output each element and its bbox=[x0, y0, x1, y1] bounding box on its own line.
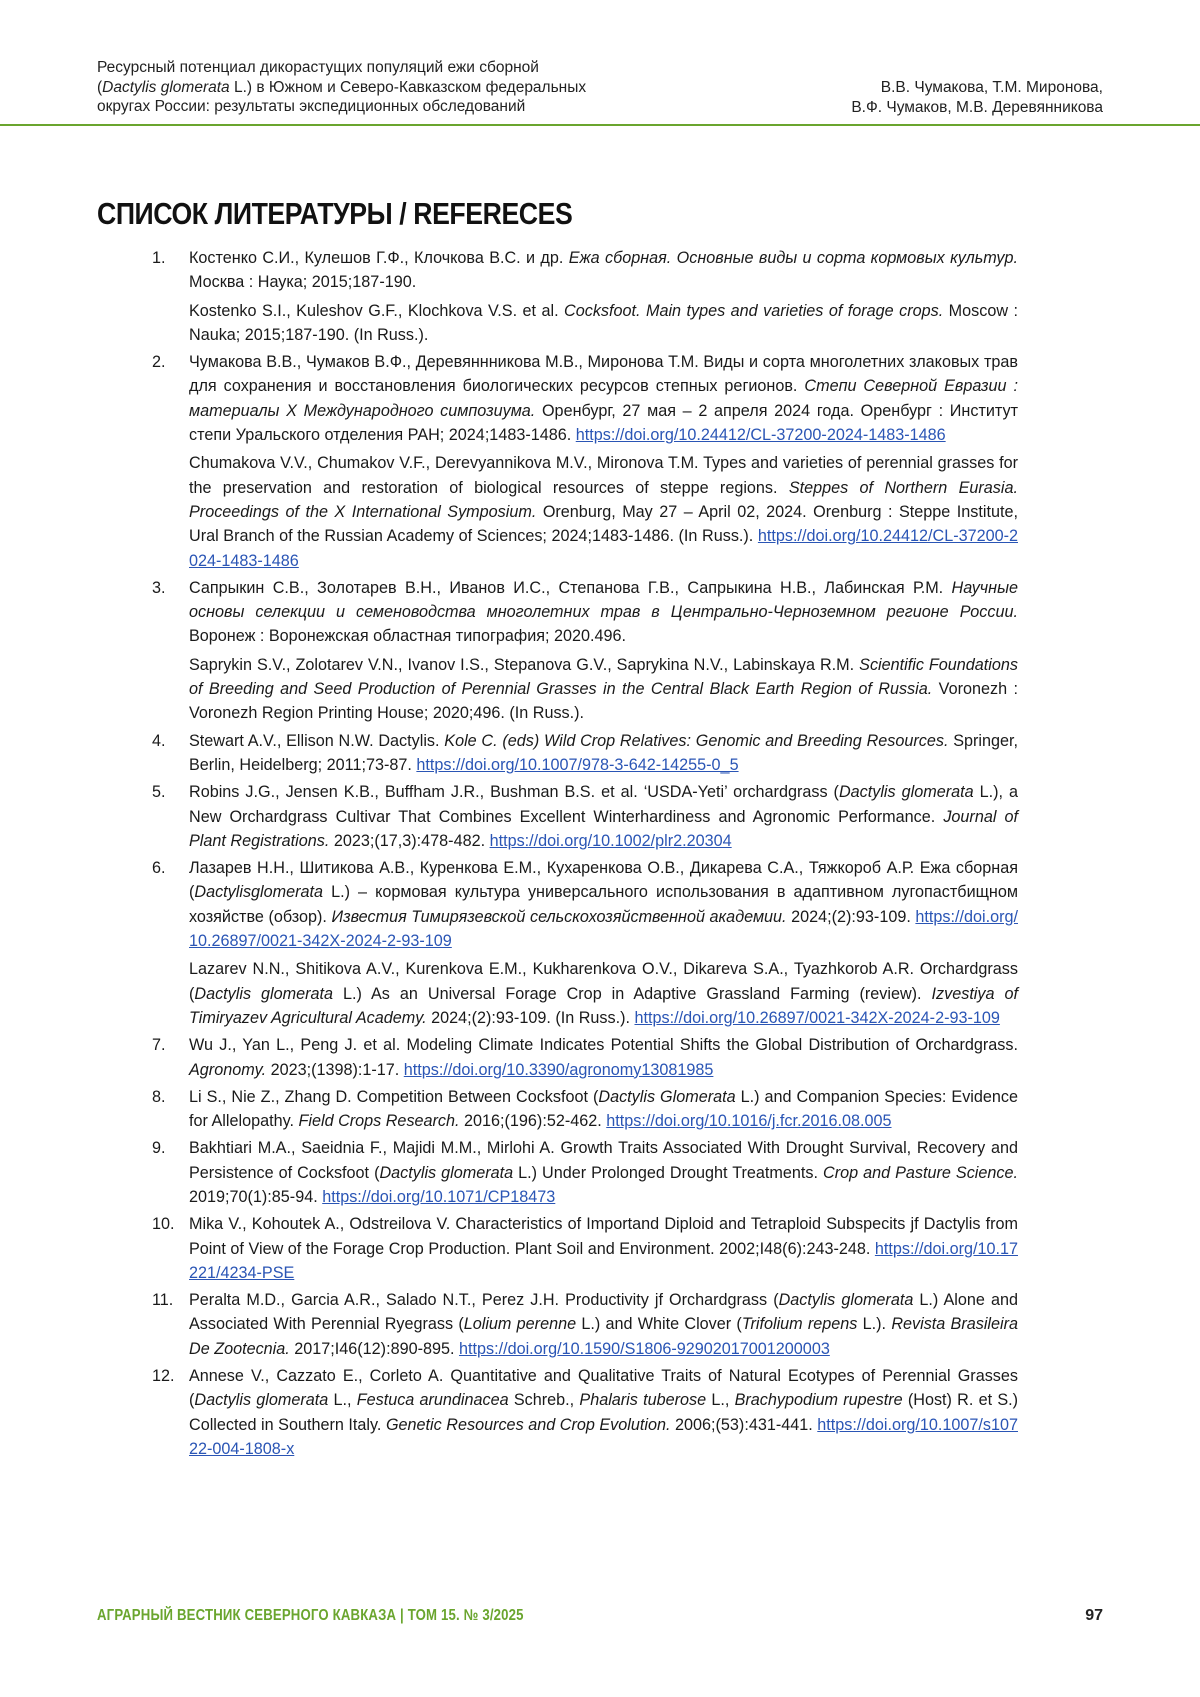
reference-original bbox=[189, 729, 1018, 778]
italic-text: Dactylisglomerata bbox=[194, 883, 324, 902]
doi-link[interactable]: https://doi.org/10.3390/agronomy13081985 bbox=[403, 1060, 714, 1079]
reference-original bbox=[189, 576, 1018, 649]
reference-text: L.) – кормовая культура универсального использования в адаптивном лугопастбищном хозяйстве (обзор). bbox=[189, 883, 1018, 926]
reference-transliteration bbox=[189, 957, 1018, 1030]
reference-text: L.) and Companion Species: Evidence for Allelopathy. bbox=[189, 1087, 1018, 1131]
reference-number: 4. bbox=[152, 731, 166, 750]
reference-number: 12. bbox=[152, 1367, 175, 1386]
running-header bbox=[97, 58, 1103, 118]
reference-text: 2024;(2):93-109. (In Russ.). bbox=[426, 1008, 635, 1027]
reference-text: Mika V., Kohoutek A., Odstreilova V. Characteristics of Importand Diploid and Tetraploid Subspecits jf Dactylis from Point of View of the Forage Crop Production. Plant Soil and Environment. 2002;I48(6):243-248. bbox=[189, 1215, 1018, 1258]
reference-number: 10. bbox=[152, 1215, 175, 1234]
reference-text: Moscow : Nauka; 2015;187-190. (In Russ.). bbox=[189, 301, 1018, 344]
reference-text: 2017;I46(12):890-895. bbox=[289, 1339, 459, 1358]
italic-text: Научные основы селекции и семеноводства многолетних трав в Центрально-Черноземном регионе России. bbox=[189, 578, 1018, 622]
reference-item bbox=[152, 1033, 1018, 1082]
reference-list bbox=[152, 246, 1018, 1464]
reference-text: 2006;(53):431-441. bbox=[670, 1415, 818, 1434]
reference-text: Peralta M.D., Garcia A.R., Salado N.T., Perez J.H. Productivity jf Orchardgrass ( bbox=[189, 1291, 779, 1310]
reference-text: Voronezh : Voronezh Region Printing House; 2020;496. (In Russ.). bbox=[189, 680, 1018, 723]
reference-text: Springer, Berlin, Heidelberg; 2011;73-87. bbox=[189, 731, 1018, 774]
reference-transliteration bbox=[189, 451, 1018, 572]
reference-text: Чумакова В.В., Чумаков В.Ф., Деревяннникова М.В., Миронова Т.М. Виды и сорта многолетних злаковых трав для сохранения и восстановления биологических ресурсов степных регионов. bbox=[189, 353, 1018, 396]
reference-text: 2024;(2):93-109. bbox=[786, 907, 916, 926]
header-authors-line: В.В. Чумакова, Т.М. Миронова, bbox=[880, 79, 1103, 96]
italic-text: Steppes of Northern Eurasia. Proceedings of the X International Symposium. bbox=[189, 478, 1018, 521]
reference-text: Костенко С.И., Кулешов Г.Ф., Клочкова В.С. и др. bbox=[189, 249, 569, 267]
doi-link[interactable]: https://doi.org/10.17221/4234-PSE bbox=[189, 1239, 1018, 1282]
doi-link[interactable]: https://doi.org/10.24412/CL-37200-2024-1483-1486 bbox=[575, 426, 946, 445]
italic-text: Dactylis glomerata bbox=[778, 1291, 914, 1310]
doi-link[interactable]: https://doi.org/10.1007/s10722-004-1808-x bbox=[189, 1415, 1018, 1458]
header-title-line: Ресурсный потенциал дикорастущих популяций ежи сборной bbox=[97, 59, 539, 76]
reference-item bbox=[152, 1085, 1018, 1134]
reference-text: Wu J., Yan L., Peng J. et al. Modeling Climate Indicates Potential Shifts the Global Distribution of Orchardgrass. bbox=[189, 1036, 1018, 1055]
reference-original bbox=[189, 780, 1018, 853]
reference-text: Москва : Наука; 2015;187-190. bbox=[189, 273, 417, 292]
reference-original bbox=[189, 1364, 1018, 1461]
italic-text: Cocksfoot. Main types and varieties of forage crops. bbox=[564, 301, 944, 320]
reference-item bbox=[152, 576, 1018, 726]
reference-text: (Host) R. et S.) Collected in Southern Italy. bbox=[189, 1391, 1018, 1434]
reference-text: 2023;(1398):1-17. bbox=[266, 1060, 404, 1079]
reference-item bbox=[152, 1212, 1018, 1285]
italic-text: Brachypodium rupestre bbox=[734, 1391, 903, 1410]
reference-text: L.) As an Universal Forage Crop in Adaptive Grassland Farming (review). bbox=[333, 984, 932, 1003]
header-divider bbox=[0, 124, 1200, 126]
doi-link[interactable]: https://doi.org/10.1002/plr2.20304 bbox=[489, 831, 732, 850]
reference-text: Chumakova V.V., Chumakov V.F., Derevyannikova M.V., Mironova T.M. Types and varieties of perennial grasses for the preservation and restoration of biological resources of steppe regions. bbox=[189, 454, 1018, 497]
italic-text: Phalaris tuberose bbox=[579, 1391, 707, 1410]
article-authors-header bbox=[851, 78, 1103, 117]
reference-number: 6. bbox=[152, 859, 166, 878]
italic-text: Dactylis Glomerata bbox=[598, 1087, 736, 1106]
reference-text: Robins J.G., Jensen K.B., Buffham J.R., Bushman B.S. et al. ‘USDA-Yeti’ orchardgrass ( bbox=[189, 783, 839, 802]
reference-text: L.) Under Prolonged Drought Treatments. bbox=[513, 1163, 823, 1182]
journal-footer: АГРАРНЫЙ ВЕСТНИК СЕВЕРНОГО КАВКАЗА | ТОМ 15. № 3/2025 bbox=[97, 1607, 524, 1624]
reference-original bbox=[189, 246, 1018, 295]
italic-text: Field Crops Research. bbox=[298, 1112, 460, 1131]
reference-item bbox=[152, 350, 1018, 573]
reference-number: 7. bbox=[152, 1036, 166, 1055]
reference-text: Воронеж : Воронежская областная типография; 2020.496. bbox=[189, 627, 627, 646]
reference-item bbox=[152, 1288, 1018, 1361]
italic-text: Trifolium repens bbox=[741, 1315, 858, 1334]
reference-text: 2016;(196):52-462. bbox=[459, 1112, 607, 1131]
reference-number: 9. bbox=[152, 1139, 166, 1158]
reference-text: Лазарев Н.Н., Шитикова А.В., Куренкова Е.М., Кухаренкова О.В., Дикарева С.А., Тяжкороб А.Р. Ежа сборная ( bbox=[189, 859, 1018, 902]
italic-text: Dactylis glomerata bbox=[194, 1391, 329, 1410]
italic-text: Степи Северной Евразии : материалы X Международного симпозиума. bbox=[189, 377, 1018, 420]
reference-item bbox=[152, 1364, 1018, 1461]
italic-text: Dactylis glomerata bbox=[379, 1163, 514, 1182]
header-authors-line: В.Ф. Чумаков, М.В. Деревянникова bbox=[851, 98, 1103, 116]
reference-original bbox=[189, 1212, 1018, 1285]
reference-text: L., bbox=[328, 1391, 357, 1410]
italic-text: Journal of Plant Registrations. bbox=[189, 807, 1018, 850]
reference-text: L.) Alone and Associated With Perennial Ryegrass ( bbox=[189, 1291, 1018, 1334]
doi-link[interactable]: https://doi.org/10.1007/978-3-642-14255-0_5 bbox=[416, 755, 739, 774]
reference-text: Lazarev N.N., Shitikova A.V., Kurenkova E.M., Kukharenkova O.V., Dikareva S.A., Tyazhkorob A.R. Orchardgrass ( bbox=[189, 960, 1018, 1003]
reference-text: Orenburg, May 27 – April 02, 2024. Orenburg : Steppe Institute, Ural Branch of the Russian Academy of Sciences; 2024;1483-1486. (In Russ.). bbox=[189, 502, 1018, 546]
reference-number: 2. bbox=[152, 353, 166, 372]
italic-text: Kole C. (eds) Wild Crop Relatives: Genomic and Breeding Resources. bbox=[444, 731, 949, 750]
reference-original bbox=[189, 1288, 1018, 1361]
reference-text: Annese V., Cazzato E., Corleto A. Quantitative and Qualitative Traits of Natural Ecotypes of Perennial Grasses ( bbox=[189, 1367, 1018, 1410]
header-title-line-rest: L.) в Южном и Северо-Кавказском федеральных bbox=[229, 78, 587, 96]
doi-link[interactable]: https://doi.org/10.1071/CP18473 bbox=[322, 1187, 556, 1206]
doi-link[interactable]: https://doi.org/10.24412/CL-37200-2024-1483-1486 bbox=[189, 527, 1018, 570]
reference-text: Оренбург, 27 мая – 2 апреля 2024 года. Оренбург : Институт степи Уральского отделения РАН; 2024;1483-1486. bbox=[189, 401, 1019, 445]
italic-text: Dactylis glomerata bbox=[194, 984, 334, 1003]
reference-text: L.) and White Clover ( bbox=[576, 1315, 742, 1334]
italic-text: Scientific Foundations of Breeding and Seed Production of Perennial Grasses in the Central Black Earth Region of Russia. bbox=[189, 655, 1018, 699]
reference-number: 5. bbox=[152, 783, 166, 802]
reference-transliteration bbox=[189, 653, 1018, 726]
italic-text: Известия Тимирязевской сельскохозяйственной академии. bbox=[331, 907, 787, 926]
reference-number: 11. bbox=[152, 1291, 174, 1310]
reference-text: Сапрыкин С.В., Золотарев В.Н., Иванов И.С., Степанова Г.В., Сапрыкина Н.В., Лабинская Р.М. bbox=[189, 578, 952, 597]
reference-text: L.), a New Orchardgrass Cultivar That Combines Excellent Winterhardiness and Agronomic Performance. bbox=[189, 783, 1018, 826]
header-title-line: округах России: результаты экспедиционных обследований bbox=[97, 98, 526, 115]
italic-text: Izvestiya of Timiryazev Agricultural Academy. bbox=[189, 984, 1018, 1027]
header-title-line: (Dactylis glomerata L.) в Южном и Северо-Кавказском федеральных bbox=[97, 78, 587, 96]
reference-number: 3. bbox=[152, 578, 166, 597]
reference-text: Bakhtiari M.A., Saeidnia F., Majidi M.M., Mirlohi A. Growth Traits Associated With Drought Survival, Recovery and Persistence of Cocksfoot ( bbox=[189, 1139, 1018, 1182]
reference-item bbox=[152, 856, 1018, 1030]
italic-text: Lolium perenne bbox=[463, 1315, 577, 1334]
reference-original bbox=[189, 350, 1018, 447]
italic-text: Ежа сборная. Основные виды и сорта кормовых культур. bbox=[568, 249, 1018, 267]
reference-text: Saprykin S.V., Zolotarev V.N., Ivanov I.S., Stepanova G.V., Saprykina N.V., Labinskaya R.M. bbox=[189, 655, 860, 674]
reference-item bbox=[152, 729, 1018, 778]
reference-number: 1. bbox=[152, 249, 166, 267]
reference-number: 8. bbox=[152, 1087, 166, 1106]
reference-text: 2023;(17,3):478-482. bbox=[329, 831, 490, 850]
section-title: СПИСОК ЛИТЕРАТУРЫ / REFERECES bbox=[97, 196, 573, 231]
italic-text: Festuca arundinacea bbox=[356, 1391, 509, 1410]
reference-transliteration bbox=[189, 299, 1018, 348]
doi-link[interactable]: https://doi.org/10.26897/0021-342X-2024-2-93-109 bbox=[634, 1008, 1000, 1027]
italic-text: Agronomy. bbox=[189, 1060, 267, 1079]
italic-text: Dactylis glomerata bbox=[838, 783, 974, 802]
reference-item bbox=[152, 1136, 1018, 1209]
doi-link[interactable]: https://doi.org/10.1016/j.fcr.2016.08.005 bbox=[606, 1112, 892, 1131]
italic-text: Revista Brasileira De Zootecnia. bbox=[189, 1315, 1019, 1358]
reference-item bbox=[152, 246, 1018, 347]
doi-link[interactable]: https://doi.org/10.26897/0021-342X-2024-2-93-109 bbox=[189, 907, 1018, 951]
italic-text: Genetic Resources and Crop Evolution. bbox=[385, 1415, 671, 1434]
reference-text: Kostenko S.I., Kuleshov G.F., Klochkova V.S. et al. bbox=[189, 301, 565, 320]
reference-text: Stewart A.V., Ellison N.W. Dactylis. bbox=[189, 731, 445, 750]
reference-item bbox=[152, 780, 1018, 853]
reference-original bbox=[189, 1033, 1018, 1082]
page-number: 97 bbox=[1085, 1607, 1103, 1624]
species-name: Dactylis glomerata bbox=[102, 78, 230, 96]
italic-text: Crop and Pasture Science. bbox=[823, 1163, 1018, 1182]
reference-original bbox=[189, 1085, 1018, 1134]
reference-text: L., bbox=[706, 1391, 735, 1410]
doi-link[interactable]: https://doi.org/10.1590/S1806-92902017001200003 bbox=[458, 1339, 830, 1358]
reference-original bbox=[189, 856, 1018, 953]
reference-text: Li S., Nie Z., Zhang D. Competition Between Cocksfoot ( bbox=[189, 1087, 599, 1106]
article-title-header bbox=[97, 58, 717, 117]
reference-original bbox=[189, 1136, 1018, 1209]
reference-text: L.). bbox=[857, 1315, 892, 1334]
reference-text: 2019;70(1):85-94. bbox=[189, 1187, 323, 1206]
reference-text: Schreb., bbox=[508, 1391, 580, 1410]
